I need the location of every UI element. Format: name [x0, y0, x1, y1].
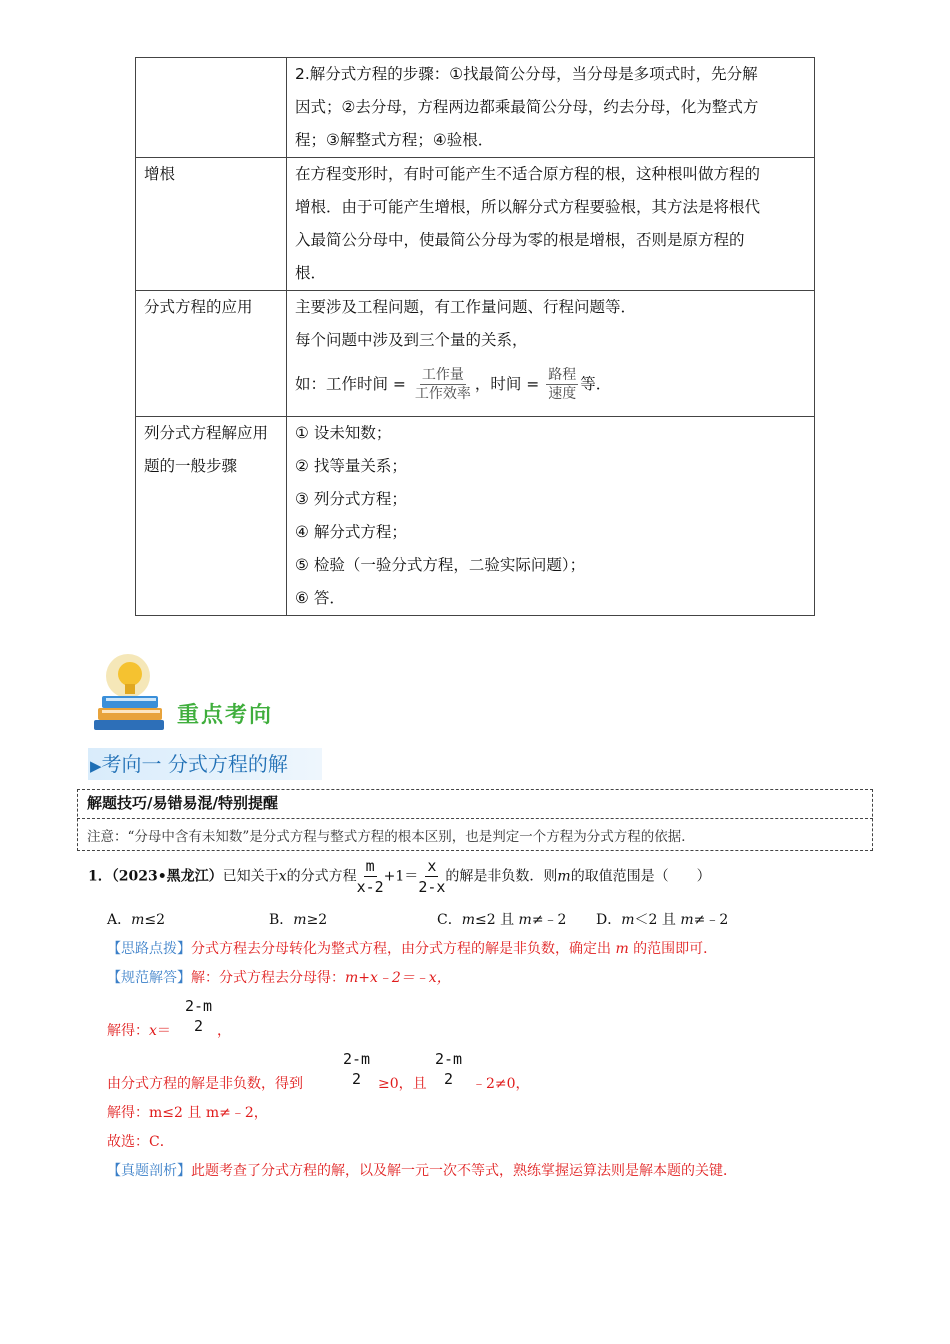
section-heading: 重点考向: [177, 703, 274, 728]
work-time-fraction: $\frac{\text{工作量}}{\text{工作效率}}$: [414, 367, 471, 402]
term-cell: 增根: [136, 158, 287, 291]
solution-label: 【规范解答】: [107, 970, 191, 986]
time-fraction: $\frac{\text{路程}}{\text{速度}}$: [548, 367, 577, 402]
equation-fraction: $\frac{m}{x-2}$: [356, 857, 384, 896]
tips-title: 解题技巧/易错易混/特别提醒: [87, 794, 278, 812]
table-row: [136, 58, 815, 158]
solution-fraction: 2-m 2: [185, 997, 213, 1035]
content-cell: [287, 58, 815, 158]
step-line: ④ 解分式方程；: [295, 523, 407, 541]
content-cell: [287, 291, 815, 417]
option-b[interactable]: B．m≥2: [269, 912, 328, 928]
analysis-line: 【真题剖析】此题考查了分式方程的解，以及解一元一次不等式，熟练掌握运算法则是解本题的关键．: [107, 1163, 737, 1179]
problem-source: （2023•黑龙江）: [111, 868, 223, 885]
content-line: 因式；②去分母，方程两边都乘最简公分母，约去分母，化为整式方: [295, 98, 759, 116]
content-cell: [287, 158, 815, 291]
content-line: 2.解分式方程的步骤：①找最简公分母，当分母是多项式时，先分解: [295, 65, 758, 83]
formula-line: 如：工作时间 = $\frac{\text{工作量}}{\text{工作效率}}$ ，时间 = $\frac{\text{路程}}{\text{速度}}$ 等．: [295, 367, 612, 402]
content-line: 程；③解整式方程；④验根．: [295, 131, 494, 149]
option-c[interactable]: C．m≤2 且 m≠﹣2: [437, 912, 567, 928]
tips-divider: [77, 818, 873, 819]
hint-line: 【思路点拨】分式方程去分母转化为整式方程，由分式方程的解是非负数，确定出 m 的范围即可．: [107, 941, 718, 957]
solution-fraction: 2-m 2: [435, 1050, 463, 1088]
option-a[interactable]: A．m≤2: [107, 912, 166, 928]
content-line: 在方程变形时，有时可能产生不适合原方程的根，这种根叫做方程的: [295, 165, 761, 183]
step-line: ⑤ 检验（一验分式方程，二验实际问题）；: [295, 556, 586, 574]
analysis-label: 【真题剖析】: [107, 1163, 191, 1179]
content-line: 每个问题中涉及到三个量的关系，: [295, 331, 528, 349]
content-line: 根．: [295, 264, 327, 282]
lightbulb-books-icon: [92, 652, 172, 734]
subheading: ▶考向一 分式方程的解: [90, 752, 288, 776]
solution-line-1: 【规范解答】解：分式方程去分母得：m+x﹣2＝﹣x，: [107, 970, 451, 986]
step-line: ⑥ 答．: [295, 589, 345, 607]
hint-label: 【思路点拨】: [107, 941, 191, 957]
knowledge-table: [135, 57, 815, 616]
problem-stem: 1．（2023•黑龙江）已知关于x的分式方程 $\frac{m}{x-2}$ +1＝ $\frac{x}{2-x}$ 的解是非负数．则m的取值范围是（ ）: [88, 857, 711, 896]
option-d[interactable]: D．m＜2 且 m≠﹣2: [596, 912, 729, 928]
step-line: ① 设未知数；: [295, 424, 392, 442]
content-line: 主要涉及工程问题，有工作量问题、行程问题等．: [295, 298, 637, 316]
equation-fraction: $\frac{x}{2-x}$: [418, 857, 446, 896]
solution-line-3: 由分式方程的解是非负数，得到: [107, 1076, 303, 1092]
solution-fraction: 2-m 2: [343, 1050, 371, 1088]
step-line: ③ 列分式方程；: [295, 490, 407, 508]
table-row: [136, 417, 815, 616]
term-cell: 分式方程的应用: [136, 291, 287, 417]
table-row: [136, 291, 815, 417]
solution-line-4: 解得：m≤2 且 m≠﹣2，: [107, 1105, 268, 1121]
problem-number: 1．: [88, 868, 112, 885]
content-line: 入最简公分母中，使最简公分母为零的根是增根，否则是原方程的: [295, 231, 745, 249]
triangle-icon: ▶: [90, 757, 102, 775]
tips-note: 注意：“分母中含有未知数”是分式方程与整式方程的根本区别，也是判定一个方程为分式方程的依据．: [87, 829, 695, 845]
solution-line-2: 解得：x＝: [107, 1023, 171, 1039]
content-cell: [287, 417, 815, 616]
solution-line-5: 故选：C．: [107, 1134, 174, 1150]
step-line: ② 找等量关系；: [295, 457, 407, 475]
content-line: 增根．由于可能产生增根，所以解分式方程要验根，其方法是将根代: [295, 198, 761, 216]
term-cell: 列分式方程解应用 题的一般步骤: [136, 417, 287, 616]
term-cell: [136, 58, 287, 158]
table-row: [136, 158, 815, 291]
